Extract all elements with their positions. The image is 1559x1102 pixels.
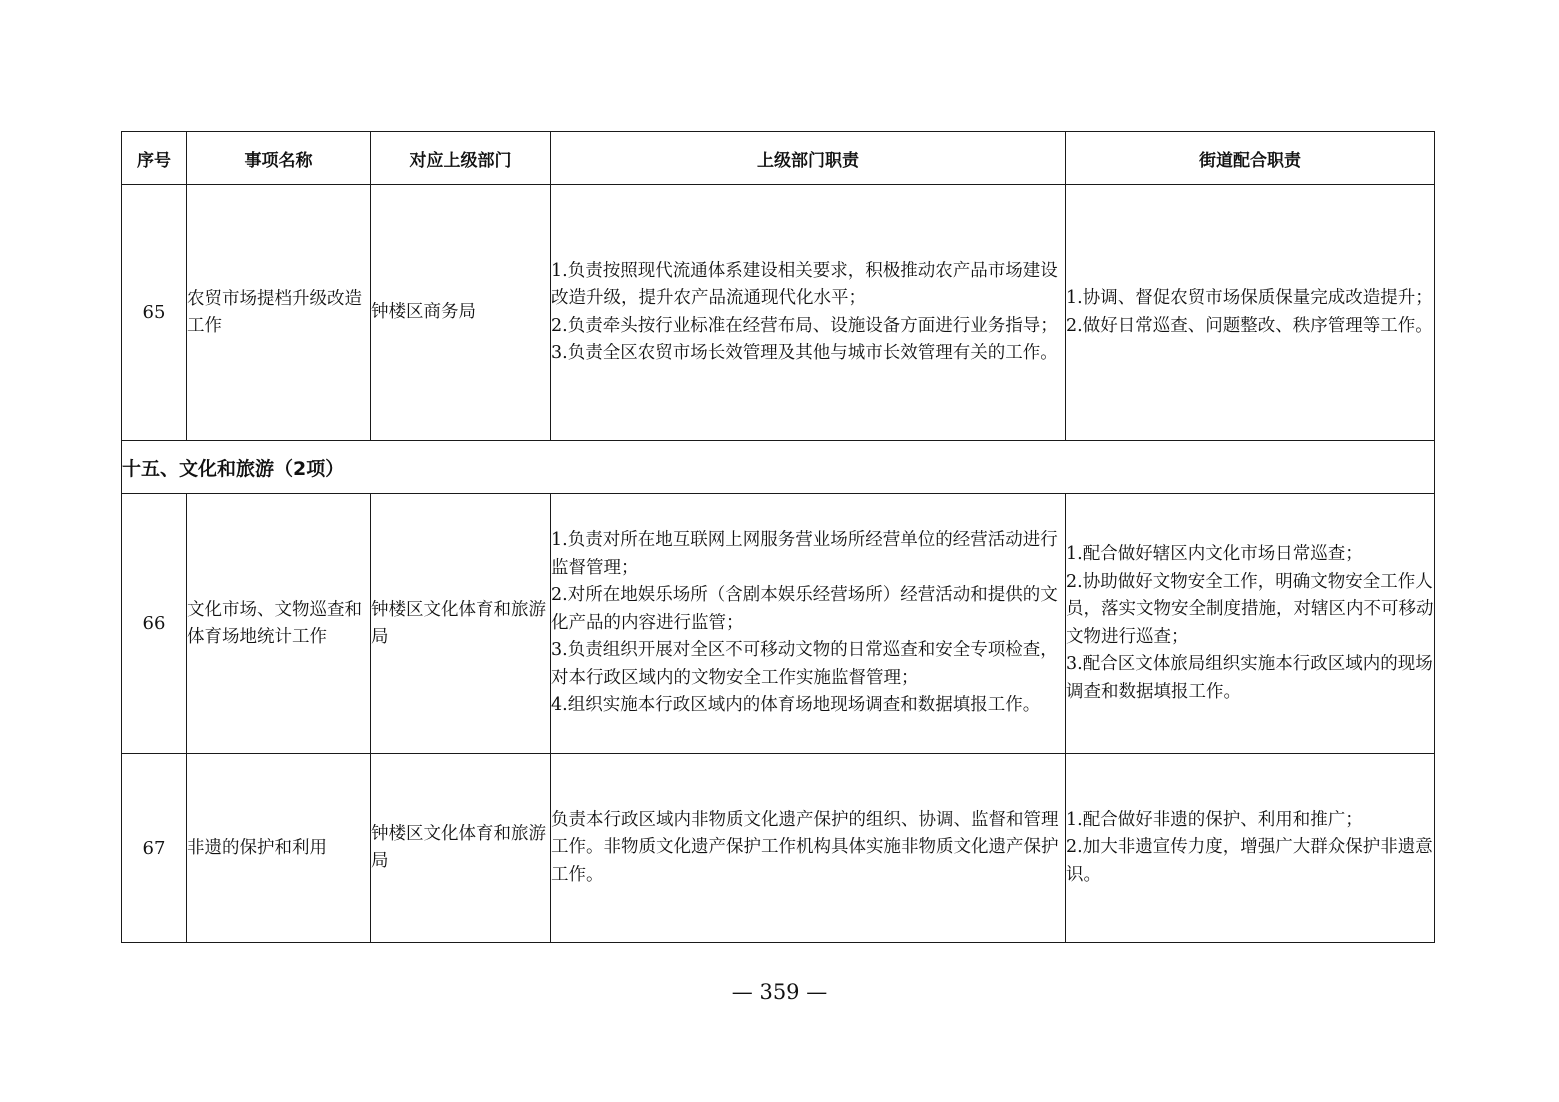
street-coop-duty (1066, 185, 1435, 441)
section-row (122, 441, 1435, 494)
table-row (122, 494, 1435, 754)
superior-duty (551, 494, 1066, 754)
superior-duty (551, 185, 1066, 441)
coop-line: 1.配合做好辖区内文化市场日常巡查； (1066, 544, 1363, 564)
duty-line: 1.负责对所在地互联网上网服务营业场所经营单位的经营活动进行监督管理； (551, 530, 1058, 578)
section-title: 十五、文化和旅游（2项） (122, 441, 1435, 494)
row-number: 66 (122, 494, 187, 754)
row-number: 65 (122, 185, 187, 441)
duty-line: 4.组织实施本行政区域内的体育场地现场调查和数据填报工作。 (551, 695, 1041, 716)
duty-line: 2.对所在地娱乐场所（含剧本娱乐经营场所）经营活动和提供的文化产品的内容进行监管； (551, 585, 1058, 633)
table-header-row (122, 132, 1435, 185)
table-row (122, 185, 1435, 441)
duty-line: 1.负责按照现代流通体系建设相关要求，积极推动农产品市场建设改造升级，提升农产品流通现代化水平； (551, 260, 1058, 308)
item-name: 文化市场、文物巡查和体育场地统计工作 (187, 494, 371, 754)
coop-line: 1.配合做好非遗的保护、利用和推广； (1066, 809, 1363, 830)
coop-line: 2.做好日常巡查、问题整改、秩序管理等工作。 (1066, 315, 1433, 336)
duty-line: 3.负责组织开展对全区不可移动文物的日常巡查和安全专项检查，对本行政区域内的文物安全工作实施监督管理； (551, 640, 1058, 688)
coop-line: 2.协助做好文物安全工作，明确文物安全工作人员，落实文物安全制度措施，对辖区内不可移动文物进行巡查； (1066, 571, 1434, 647)
page-number: — 359 — (731, 980, 828, 1004)
header-duty: 上级部门职责 (551, 132, 1066, 185)
coop-line: 3.配合区文体旅局组织实施本行政区域内的现场调查和数据填报工作。 (1066, 654, 1433, 702)
superior-duty (551, 754, 1066, 943)
row-number: 67 (122, 754, 187, 943)
coop-line: 2.加大非遗宣传力度，增强广大群众保护非遗意识。 (1066, 837, 1433, 885)
header-no: 序号 (122, 132, 187, 185)
table-row (122, 754, 1435, 943)
duty-line: 负责本行政区域内非物质文化遗产保护的组织、协调、监督和管理工作。非物质文化遗产保护工作机构具体实施非物质文化遗产保护工作。 (551, 809, 1059, 885)
street-coop-duty (1066, 754, 1435, 943)
item-name: 非遗的保护和利用 (187, 754, 371, 943)
coop-line: 1.协调、督促农贸市场保质保量完成改造提升； (1066, 288, 1433, 308)
duty-line: 2.负责牵头按行业标准在经营布局、设施设备方面进行业务指导； (551, 315, 1058, 336)
superior-dept: 钟楼区文化体育和旅游局 (371, 754, 551, 943)
duty-line: 3.负责全区农贸市场长效管理及其他与城市长效管理有关的工作。 (551, 343, 1058, 363)
street-coop-duty (1066, 494, 1435, 754)
header-coop: 街道配合职责 (1066, 132, 1435, 185)
item-name: 农贸市场提档升级改造工作 (187, 185, 371, 441)
superior-dept: 钟楼区文化体育和旅游局 (371, 494, 551, 754)
header-item: 事项名称 (187, 132, 371, 185)
header-dept: 对应上级部门 (371, 132, 551, 185)
superior-dept: 钟楼区商务局 (371, 185, 551, 441)
duty-table (121, 131, 1435, 943)
